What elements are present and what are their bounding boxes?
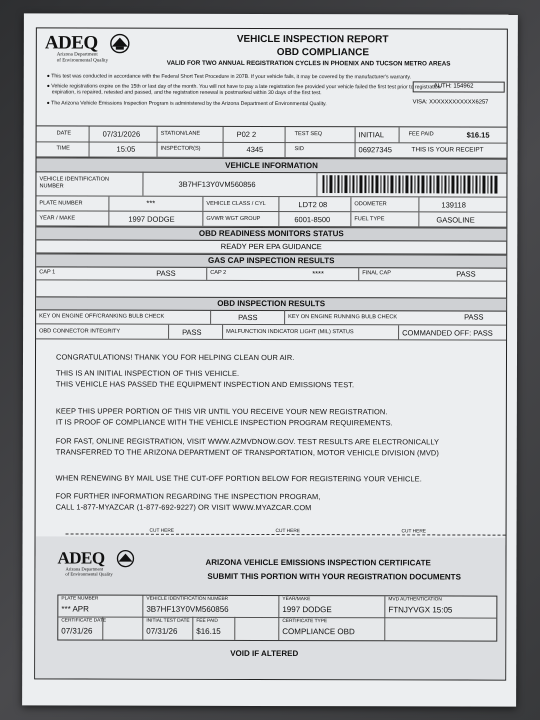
cap2-label: CAP 2 (210, 269, 227, 276)
gvwr-value: 6001-8500 (294, 215, 331, 225)
report-subtitle: OBD COMPLIANCE (276, 47, 370, 59)
test-seq-value: INITIAL (358, 130, 385, 140)
cert-year-make-label: YEAR/MAKE (282, 597, 311, 603)
obd-results-header: OBD INSPECTION RESULTS (36, 296, 506, 311)
certificate-title: ARIZONA VEHICLE EMISSIONS INSPECTION CERTIFICATE (205, 557, 431, 568)
inspector-value: 4345 (246, 144, 264, 154)
auth-box: AUTH: 154962 (413, 81, 505, 92)
cap1-value: PASS (156, 268, 176, 278)
adeq-seal-icon (107, 33, 135, 55)
cap1-label: CAP 1 (39, 269, 56, 276)
inspector-label: INSPECTOR(S) (160, 145, 201, 152)
sid-label: SID (294, 146, 304, 153)
cert-year-make-value: 1997 DODGE (282, 605, 332, 615)
sid-value: 06927345 (358, 145, 392, 155)
message-congrats: CONGRATULATIONS! THANK YOU FOR HELPING CLEAN OUR AIR. (55, 352, 295, 363)
year-make-value: 1997 DODGE (128, 214, 175, 224)
vehicle-class-value: LDT2 08 (298, 200, 328, 210)
validity-note: VALID FOR TWO ANNUAL REGISTRATION CYCLES IN PHOENIX AND TUCSON METRO AREAS (166, 59, 451, 68)
date-value: 07/31/2026 (102, 129, 141, 139)
note-2: ● Vehicle registrations expire on the 15th or last day of the month. You will not have to pay a late registration fee provided your vehicle failed the first test prior to registration (46, 83, 441, 91)
message-further-info: FOR FURTHER INFORMATION REGARDING THE INSPECTION PROGRAM, (55, 491, 321, 502)
cert-fee-value: $16.15 (196, 626, 221, 636)
date-label: DATE (56, 130, 72, 137)
certificate-adeq-logo: ADEQ (57, 548, 105, 568)
message-transferred: TRANSFERRED TO THE ARIZONA DEPARTMENT OF TRANSPORTATION, MOTOR VEHICLE DIVISION (MVD) (55, 447, 439, 458)
plate-row (36, 196, 506, 212)
vin-label-1: VEHICLE IDENTIFICATION (39, 176, 109, 183)
year-make-label: YEAR / MAKE (39, 215, 76, 222)
cert-mvd-label: MVD AUTHENTICATION (388, 597, 442, 603)
report-title: VEHICLE INSPECTION REPORT (236, 33, 389, 46)
plate-value: *** (146, 198, 156, 208)
certificate-seal-icon (113, 549, 139, 569)
cut-here-2: CUT HERE (275, 529, 300, 535)
gvwr-label: GVWR WGT GROUP (206, 215, 261, 222)
cert-vin-label: VEHICLE IDENTIFICATION NUMEBR (146, 596, 229, 602)
message-mail: WHEN RENEWING BY MAIL USE THE CUT-OFF PORTION BELOW FOR REGISTERING YOUR VEHICLE. (55, 473, 422, 484)
cert-vin-value: 3B7HF13Y0VM560856 (146, 604, 229, 614)
final-cap-value: PASS (456, 269, 476, 279)
test-seq-label: TEST SEQ (294, 131, 323, 138)
adeq-logo: ADEQ (44, 32, 98, 54)
koeo-label: KEY ON ENGINE OFF/CRANKING BULB CHECK (39, 313, 165, 320)
mil-value: COMMANDED OFF: PASS (402, 328, 493, 338)
inspection-report-paper (22, 13, 518, 706)
certificate-subtitle: SUBMIT THIS PORTION WITH YOUR REGISTRATION DOCUMENTS (207, 571, 461, 582)
obd-monitors-status: READY PER EPA GUIDANCE (36, 239, 506, 254)
fee-paid-value: $16.15 (466, 130, 490, 140)
cert-date-value: 07/31/26 (61, 626, 93, 636)
koeo-value: PASS (238, 312, 258, 322)
connector-label: OBD CONNECTOR INTEGRITY (39, 328, 121, 335)
receipt-note: THIS IS YOUR RECEIPT (411, 146, 484, 154)
cut-here-3: CUT HERE (401, 529, 426, 535)
logo-subtitle-2: of Environmental Quality (56, 58, 109, 64)
visa-line: VISA: XXXXXXXXXXXX6257 (412, 99, 489, 106)
mil-label: MALFUNCTION INDICATOR LIGHT (MIL) STATUS (226, 328, 354, 336)
vin-value: 3B7HF13Y0VM560856 (178, 179, 256, 189)
logo-subtitle-1: Arizona Department (56, 52, 98, 58)
cap2-value: **** (312, 269, 324, 279)
fuel-type-label: FUEL TYPE (354, 216, 385, 223)
message-keep: KEEP THIS UPPER PORTION OF THIS VIR UNTIL YOU RECEIVE YOUR NEW REGISTRATION. (55, 406, 388, 417)
vin-barcode-icon (322, 175, 502, 193)
vehicle-class-label: VEHICLE CLASS / CYL (206, 200, 266, 207)
odometer-value: 139118 (441, 200, 466, 210)
time-label: TIME (56, 145, 70, 152)
message-contact: CALL 1-877-MYAZCAR (1-877-692-9227) OR VISIT WWW.MYAZCAR.COM (55, 502, 312, 513)
odometer-label: ODOMETER (354, 201, 387, 208)
message-proof: IT IS PROOF OF COMPLIANCE WITH THE VEHICLE INSPECTION PROGRAM REQUIREMENTS. (55, 417, 393, 428)
time-value: 15:05 (116, 144, 136, 154)
certificate-table (57, 594, 497, 641)
cut-here-1: CUT HERE (149, 528, 174, 534)
cert-date-label: CERTIFICATE DATE (61, 618, 107, 624)
certificate-logo-sub2: of Environmental Quality (65, 571, 113, 577)
note-2-cont: expiration, is repaired, retested and passed, and the registration renewal is postmarked within 30 days of the first test. (51, 89, 322, 97)
fuel-type-value: GASOLINE (436, 215, 475, 225)
cert-type-value: COMPLIANCE OBD (282, 627, 355, 637)
note-3: ● The Arizona Vehicle Emissions Inspection Program is administered by the Arizona Department of Environmental Quality. (46, 100, 327, 108)
koer-value: PASS (464, 312, 484, 322)
message-online: FOR FAST, ONLINE REGISTRATION, VISIT WWW.AZMVDNOW.GOV. TEST RESULTS ARE ELECTRONICALLY (55, 436, 440, 447)
certificate-logo-sub1: Arizona Department (65, 566, 104, 572)
station-label: STATION/LANE (160, 130, 201, 137)
bulb-check-row (36, 309, 506, 325)
connector-row (36, 324, 506, 340)
gas-cap-row (36, 266, 506, 281)
note-1: ● This test was conducted in accordance with the Federal Short Test Procedure in 207B. If your vehicle fails, it may be covered by the manufacturer's warranty. (46, 73, 412, 81)
cert-initial-date-label: INITIAL TEST DATE (146, 618, 190, 624)
report-frame (34, 27, 508, 680)
koer-label: KEY ON ENGINE RUNNING BULB CHECK (288, 314, 398, 321)
gas-cap-header: GAS CAP INSPECTION RESULTS (36, 253, 506, 268)
void-notice: VOID IF ALTERED (230, 648, 299, 659)
info-row-2 (37, 141, 507, 158)
vin-label-2: NUMBER (39, 183, 64, 190)
message-initial: THIS IS AN INITIAL INSPECTION OF THIS VEHICLE. (55, 368, 240, 378)
year-make-row (36, 211, 506, 227)
vin-row (36, 171, 506, 197)
final-cap-label: FINAL CAP (362, 270, 391, 277)
cert-initial-date-value: 07/31/26 (146, 626, 178, 636)
station-value: P02 2 (236, 129, 257, 139)
vehicle-info-header: VEHICLE INFORMATION (36, 157, 506, 173)
fee-paid-label: FEE PAID (408, 131, 434, 138)
cert-mvd-value: FTNJYVGX 15:05 (388, 605, 453, 615)
cert-plate-label: PLATE NUMBER (61, 596, 99, 602)
connector-value: PASS (182, 327, 202, 337)
cert-plate-value: *** APR (61, 604, 89, 614)
cert-type-label: CERTIFICATE TYPE (282, 619, 328, 625)
message-passed: THIS VEHICLE HAS PASSED THE EQUIPMENT INSPECTION AND EMISSIONS TEST. (55, 379, 355, 390)
obd-monitors-header: OBD READINESS MONITORS STATUS (36, 226, 506, 241)
plate-label: PLATE NUMBER (39, 200, 83, 207)
cert-fee-label: FEE PAID (196, 618, 218, 624)
